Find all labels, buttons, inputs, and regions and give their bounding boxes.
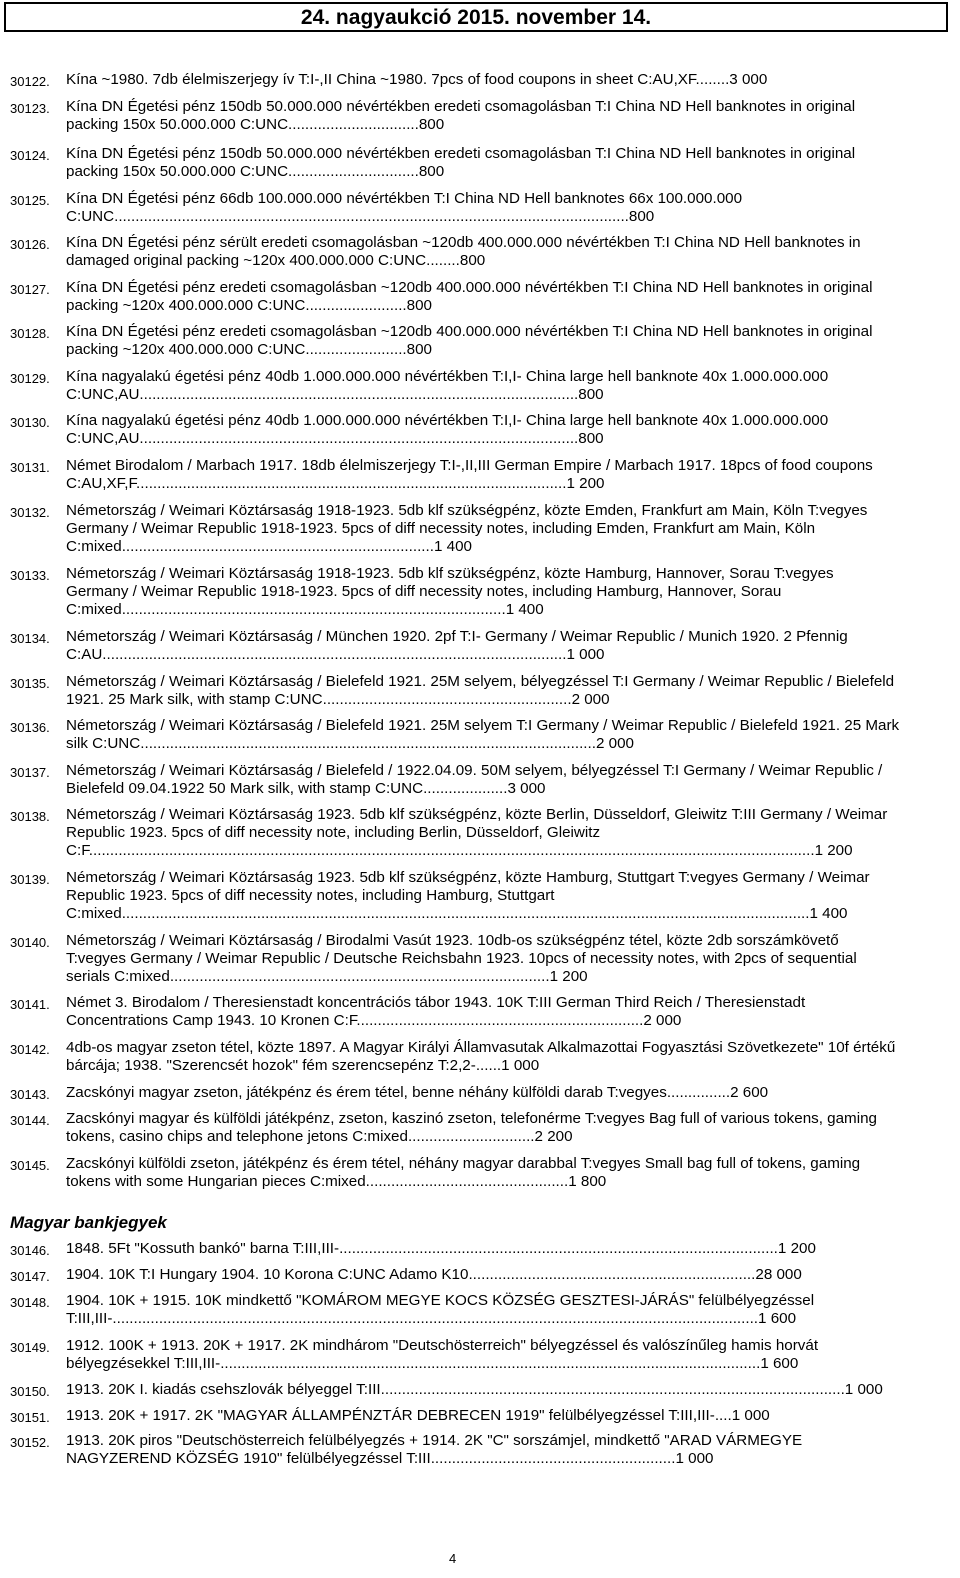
lot-text: 1912. 100K + 1913. 20K + 1917. 2K mindhárom "Deutschösterreich" bélyegzéssel és valószínűleg hamis horvát bélyegzésekkel T:III,III-	[66, 1337, 819, 1372]
lot-text: Kína DN Égetési pénz 150db 50.000.000 névértékben eredeti csomagolásban T:I China ND Hell banknotes in original packing 150x 50.000.000 C:UNC	[66, 145, 856, 180]
lot-description	[66, 628, 900, 664]
lot-description	[66, 1110, 900, 1146]
lot-number: 30140.	[10, 935, 50, 950]
lot-number: 30126.	[10, 237, 50, 252]
lot-price: 1 800	[568, 1172, 607, 1190]
lot-price: 2 000	[571, 690, 610, 708]
lot-number: 30146.	[10, 1243, 50, 1258]
lot-item	[10, 673, 910, 709]
lot-text: Kína DN Égetési pénz sérült eredeti csomagolásban ~120db 400.000.000 névértékben T:I China ND Hell banknotes in damaged original packing ~120x 400.000.000 C:UNC	[66, 234, 861, 269]
lot-number: 30128.	[10, 326, 50, 341]
lot-number: 30131.	[10, 460, 50, 475]
lot-price: 3 000	[507, 779, 546, 797]
lot-leader-dots: ..........................................................	[430, 1449, 676, 1467]
lot-description	[66, 762, 900, 798]
page-title: 24. nagyaukció 2015. november 14.	[300, 6, 652, 29]
lot-number: 30137.	[10, 765, 50, 780]
lot-leader-dots: ........	[426, 251, 460, 269]
lot-price: 1 400	[505, 600, 544, 618]
lot-description	[66, 1240, 900, 1258]
lot-price: 1 000	[566, 645, 605, 663]
lot-text: Zacskónyi magyar zseton, játékpénz és érem tétel, benne néhány külföldi darab T:vegyes	[66, 1084, 667, 1101]
lot-text: 1913. 20K + 1917. 2K "MAGYAR ÁLLAMPÉNZTÁR DEBRECEN 1919" felülbélyegzéssel T:III,III-	[66, 1407, 715, 1424]
lot-item	[10, 1155, 910, 1191]
lot-item	[10, 279, 910, 315]
lot-item	[10, 869, 910, 922]
lot-leader-dots: ................................................	[365, 1172, 569, 1190]
lot-text: Németország / Weimari Köztársaság 1923. 5db klf szükségpénz, közte Hamburg, Stuttgart T:vegyes Germany / Weimar Republic 1923. 5pcs of diff necessity notes, including Hamburg, Stuttgart C:mixed	[66, 869, 870, 922]
lot-leader-dots: ....	[714, 1407, 732, 1424]
lot-number: 30143.	[10, 1087, 50, 1102]
lot-text: 1913. 20K I. kiadás csehszlovák bélyeggel T:III	[66, 1381, 381, 1398]
lot-description	[66, 994, 900, 1030]
lot-description	[66, 1432, 900, 1468]
lot-price: 800	[628, 207, 655, 225]
lot-description	[66, 932, 900, 985]
lot-leader-dots: ...............................	[288, 115, 419, 133]
lot-text: Németország / Weimari Köztársaság / München 1920. 2pf T:I- Germany / Weimar Republic / Munich 1920. 2 Pfennig C:AU	[66, 628, 848, 663]
lot-item	[10, 806, 910, 859]
lot-price: 1 600	[760, 1354, 799, 1372]
lot-number: 30142.	[10, 1042, 50, 1057]
lot-leader-dots: ........................................................................................................	[139, 429, 579, 447]
lot-number: 30145.	[10, 1158, 50, 1173]
lot-item	[10, 145, 910, 181]
lot-number: 30130.	[10, 415, 50, 430]
lot-price: 800	[406, 296, 432, 314]
lot-price: 2 600	[730, 1084, 769, 1101]
lot-description	[66, 323, 900, 359]
lot-description	[66, 1039, 900, 1075]
lot-number: 30125.	[10, 193, 50, 208]
lot-leader-dots: ...................................................................................................................................................................	[121, 904, 810, 922]
lot-text: Kína nagyalakú égetési pénz 40db 1.000.000.000 névértékben T:I,I- China large hell banknote 40x 1.000.000.000 C:UNC,AU	[66, 412, 829, 447]
lot-price: 800	[578, 385, 604, 403]
lot-price: 800	[406, 340, 432, 358]
lot-price: 28 000	[755, 1266, 802, 1283]
lot-item	[10, 1240, 910, 1258]
lot-number: 30135.	[10, 676, 50, 691]
lot-number: 30123.	[10, 101, 50, 116]
lot-price: 800	[418, 115, 445, 133]
lot-leader-dots: ........................	[305, 296, 407, 314]
lot-leader-dots: ..........................................................................................	[169, 967, 550, 985]
lot-item	[10, 1266, 910, 1284]
lot-price: 1 400	[433, 537, 472, 555]
lot-item	[10, 762, 910, 798]
lot-item	[10, 717, 910, 753]
lot-price: 1 000	[844, 1381, 883, 1398]
lot-text: 4db-os magyar zseton tétel, közte 1897. A Magyar Királyi Államvasutak Alkalmazottai Fogyasztási Szövetkezete" 10f értékű bárcája; 1938. "Szerencsét hozok" fém szerencsepénz T:2,2-	[66, 1039, 896, 1074]
lot-price: 1 600	[758, 1309, 797, 1327]
lot-item	[10, 1381, 910, 1399]
lot-description	[66, 565, 900, 618]
lot-item	[10, 457, 910, 493]
lot-item	[10, 1084, 910, 1102]
lot-number: 30147.	[10, 1269, 50, 1284]
page-header	[4, 2, 948, 32]
lot-number: 30148.	[10, 1295, 50, 1310]
lot-item	[10, 994, 910, 1030]
lot-description	[66, 457, 900, 493]
lot-item	[10, 932, 910, 985]
lot-text: Németország / Weimari Köztársaság / Bielefeld / 1922.04.09. 50M selyem, bélyegzéssel T:I Germany / Weimar Republic / Bielefeld 09.04.1922 50 Mark silk, with stamp C:UNC	[66, 762, 883, 797]
lot-description	[66, 368, 900, 404]
lot-description	[66, 190, 900, 226]
lot-leader-dots: .........................................................................................................................................................	[112, 1309, 759, 1327]
lot-number: 30144.	[10, 1113, 50, 1128]
lot-price: 800	[459, 251, 486, 269]
lot-description	[66, 806, 900, 859]
lot-price: 2 200	[534, 1127, 573, 1145]
lot-leader-dots: ................................................................................................................................	[220, 1354, 761, 1372]
lot-leader-dots: ........................	[305, 340, 407, 358]
lot-item	[10, 1292, 910, 1328]
lot-price: 1 200	[814, 841, 853, 859]
lot-number: 30150.	[10, 1384, 50, 1399]
lot-description	[66, 1407, 900, 1425]
lot-leader-dots: ............................................................................................................................................................................	[88, 841, 815, 859]
lot-description	[66, 71, 900, 89]
lot-price: 3 000	[729, 71, 768, 88]
lot-item	[10, 628, 910, 664]
lot-description	[66, 1381, 900, 1399]
lot-item	[10, 1337, 910, 1373]
lot-price: 1 200	[777, 1240, 816, 1257]
lot-text: 1904. 10K + 1915. 10K mindkettő "KOMÁROM MEGYE KOCS KÖZSÉG GESZTESI-JÁRÁS" felülbélyegzéssel T:III,III-	[66, 1292, 815, 1327]
lot-price: 2 000	[643, 1011, 682, 1029]
lot-number: 30134.	[10, 631, 50, 646]
lot-item	[10, 98, 910, 134]
lot-leader-dots: ..............................................................................................................	[380, 1381, 845, 1398]
lot-leader-dots: ....................	[423, 779, 508, 797]
lot-number: 30122.	[10, 74, 50, 89]
lot-item	[10, 1407, 910, 1425]
lot-text: Kína DN Égetési pénz eredeti csomagolásban ~120db 400.000.000 névértékben T:I China ND Hell banknotes in original packing ~120x 400.000.000 C:UNC	[66, 323, 873, 358]
lot-description	[66, 1266, 900, 1284]
lot-item	[10, 323, 910, 359]
lot-item	[10, 1110, 910, 1146]
lot-leader-dots: ...............	[666, 1084, 731, 1101]
lot-text: Németország / Weimari Köztársaság / Bielefeld 1921. 25M selyem, bélyegzéssel T:I Germany / Weimar Republic / Bielefeld 1921. 25 Mark silk, with stamp C:UNC	[66, 673, 895, 708]
lot-text: Kína DN Égetési pénz eredeti csomagolásban ~120db 400.000.000 névértékben T:I China ND Hell banknotes in original packing ~120x 400.000.000 C:UNC	[66, 279, 873, 314]
lot-text: Németország / Weimari Köztársaság / Bielefeld 1921. 25M selyem T:I Germany / Weimar Republic / Bielefeld 1921. 25 Mark silk C:UNC	[66, 717, 900, 752]
lot-number: 30124.	[10, 148, 50, 163]
lot-price: 1 200	[549, 967, 588, 985]
lot-leader-dots: ....................................................................	[356, 1011, 644, 1029]
lot-description	[66, 869, 900, 922]
lot-description	[66, 145, 900, 181]
lot-number: 30151.	[10, 1410, 50, 1425]
lot-price: 1 200	[566, 474, 605, 492]
lot-item	[10, 368, 910, 404]
lot-item	[10, 412, 910, 448]
lot-price: 800	[418, 162, 445, 180]
lot-text: Németország / Weimari Köztársaság / Birodalmi Vasút 1923. 10db-os szükségpénz tétel, közte 2db sorszámkövető T:vegyes Germany / Weimar Republic / Deutsche Reichsbahn 1923. 10pcs of necessity notes, with 2pcs of sequential serials C:mixed	[66, 932, 857, 985]
lot-description	[66, 1337, 900, 1373]
lot-text: Kína nagyalakú égetési pénz 40db 1.000.000.000 névértékben T:I,I- China large hell banknote 40x 1.000.000.000 C:UNC,AU	[66, 368, 829, 403]
lot-leader-dots: ........................................................................................................	[339, 1240, 778, 1257]
lot-number: 30152.	[10, 1435, 50, 1450]
lot-item	[10, 502, 910, 555]
lot-leader-dots: ...............................	[288, 162, 419, 180]
lot-price: 800	[578, 429, 604, 447]
lot-leader-dots: ......................................................................................................	[136, 474, 567, 492]
lot-description	[66, 502, 900, 555]
lot-text: Zacskónyi magyar és külföldi játékpénz, zseton, kaszinó zseton, telefonérme T:vegyes Bag full of various tokens, gaming tokens, casino chips and telephone jetons C:mixed	[66, 1110, 877, 1145]
lot-text: Kína DN Égetési pénz 66db 100.000.000 névértékben T:I China ND Hell banknotes 66x 100.000.000 C:UNC	[66, 190, 743, 225]
lot-leader-dots: ......	[475, 1056, 502, 1074]
lot-price: 1 000	[731, 1407, 770, 1424]
lot-leader-dots: ..........................................................................................................................	[114, 207, 629, 225]
lot-text: Németország / Weimari Köztársaság 1918-1923. 5db klf szükségpénz, közte Hamburg, Hannover, Sorau T:vegyes Germany / Weimar Republic 1918-1923. 5pcs of diff necessity notes, including Hamburg, Hannover, Sorau C:mixed	[66, 565, 834, 618]
lot-leader-dots: ..........................................................................	[121, 537, 434, 555]
lot-number: 30139.	[10, 872, 50, 887]
lot-text: Német 3. Birodalom / Theresienstadt koncentrációs tábor 1943. 10K T:III German Third Reich / Theresienstadt Concentrations Camp 1943. 10 Kronen C:F	[66, 994, 806, 1029]
lot-item	[10, 234, 910, 270]
lot-leader-dots: ..............................	[407, 1127, 535, 1145]
lot-text: Német Birodalom / Marbach 1917. 18db élelmiszerjegy T:I-,II,III German Empire / Marbach 1917. 18pcs of food coupons C:AU,XF,F	[66, 457, 873, 492]
lot-description	[66, 279, 900, 315]
lot-description	[66, 234, 900, 270]
lot-description	[66, 673, 900, 709]
lot-text: 1904. 10K T:I Hungary 1904. 10 Korona C:UNC Adamo K10	[66, 1266, 469, 1283]
lot-text: Németország / Weimari Köztársaság 1918-1923. 5db klf szükségpénz, közte Emden, Frankfurt am Main, Köln T:vegyes Germany / Weimar Republic 1918-1923. 5pcs of diff necessity notes, including Emden, Frankfurt am Main, Köln C:mixed	[66, 502, 868, 555]
lot-item	[10, 1039, 910, 1075]
lot-leader-dots: ..............................................................................................................	[102, 645, 567, 663]
lot-leader-dots: ...........................................................................................	[121, 600, 506, 618]
lot-text: Zacskónyi külföldi zseton, játékpénz és érem tétel, néhány magyar darabbal T:vegyes Small bag full of tokens, gaming tokens with some Hungarian pieces C:mixed	[66, 1155, 861, 1190]
lot-description	[66, 1292, 900, 1328]
lot-text: Németország / Weimari Köztársaság 1923. 5db klf szükségpénz, közte Berlin, Düsseldorf, Gleiwitz T:III Germany / Weimar Republic 1923. 5pcs of diff necessity note, including Berlin, Düsseldorf, Gleiwitz C:F	[66, 806, 888, 859]
lot-number: 30136.	[10, 720, 50, 735]
lot-number: 30149.	[10, 1340, 50, 1355]
lot-number: 30127.	[10, 282, 50, 297]
lot-leader-dots: ........	[695, 71, 730, 88]
lot-text: 1913. 20K piros "Deutschösterreich felülbélyegzés + 1914. 2K "C" sorszámjel, mindkettő "ARAD VÁRMEGYE NAGYZEREND KÖZSÉG 1910" felülbélyegzéssel T:III	[66, 1432, 803, 1467]
lot-leader-dots: ....................................................................	[468, 1266, 756, 1283]
lot-description	[66, 717, 900, 753]
page-number: 4	[449, 1551, 457, 1566]
lot-text: Kína ~1980. 7db élelmiszerjegy ív T:I-,II China ~1980. 7pcs of food coupons in sheet C:AU,XF	[66, 71, 696, 88]
lot-text: 1848. 5Ft "Kossuth bankó" barna T:III,III-	[66, 1240, 340, 1257]
lot-number: 30141.	[10, 997, 50, 1012]
lot-description	[66, 98, 900, 134]
lot-leader-dots: ............................................................................................................	[140, 734, 596, 752]
lot-price: 1 000	[501, 1056, 540, 1074]
lot-item	[10, 565, 910, 618]
lot-item	[10, 190, 910, 226]
lot-description	[66, 1084, 900, 1102]
lot-text: Kína DN Égetési pénz 150db 50.000.000 névértékben eredeti csomagolásban T:I China ND Hell banknotes in original packing 150x 50.000.000 C:UNC	[66, 98, 856, 133]
lot-number: 30132.	[10, 505, 50, 520]
lot-leader-dots: ........................................................................................................	[139, 385, 579, 403]
lot-number: 30129.	[10, 371, 50, 386]
lot-price: 2 000	[595, 734, 634, 752]
lot-item	[10, 1432, 910, 1468]
lot-price: 1 400	[809, 904, 848, 922]
lot-description	[66, 412, 900, 448]
section-title: Magyar bankjegyek	[10, 1213, 167, 1232]
lot-leader-dots: ...........................................................	[322, 690, 572, 708]
lot-price: 1 000	[675, 1449, 714, 1467]
lot-number: 30133.	[10, 568, 50, 583]
lot-number: 30138.	[10, 809, 50, 824]
lot-item	[10, 71, 910, 89]
lot-description	[66, 1155, 900, 1191]
